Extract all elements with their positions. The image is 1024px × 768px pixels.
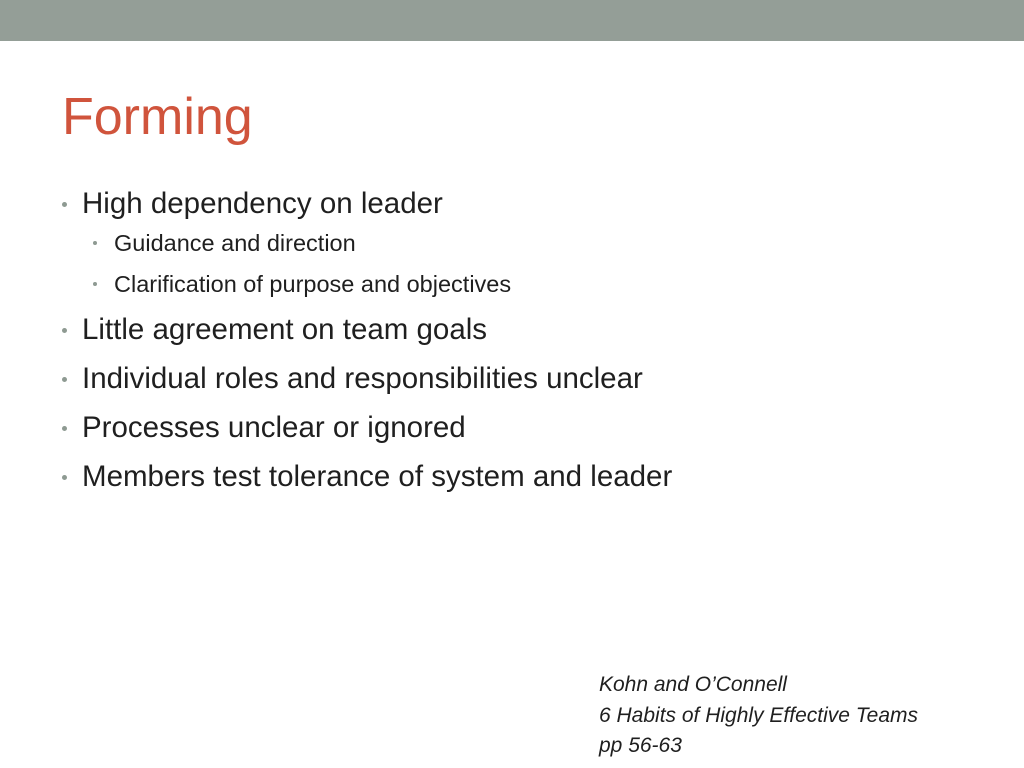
top-accent-bar	[0, 0, 1024, 41]
bullet-item	[60, 359, 960, 399]
bullet-item	[60, 408, 960, 448]
bullet-list	[60, 184, 960, 506]
bullet-text: Members test tolerance of system and leader	[82, 460, 673, 493]
bullet-text: High dependency on leader	[82, 187, 443, 220]
sub-bullet-item: Guidance and direction	[92, 226, 960, 260]
citation-authors: Kohn and O’Connell	[599, 673, 787, 696]
citation-book-title: 6 Habits of Highly Effective Teams	[599, 703, 919, 727]
citation	[599, 670, 1009, 762]
sub-bullet-list	[82, 226, 960, 301]
bullet-text: Individual roles and responsibilities unclear	[82, 362, 643, 395]
bullet-item	[60, 184, 960, 301]
bullet-item	[60, 310, 960, 350]
citation-pages: pp 56-63	[599, 734, 682, 757]
bullet-text: Little agreement on team goals	[82, 313, 488, 346]
slide-title: Forming	[62, 88, 253, 146]
bullet-text: Processes unclear or ignored	[82, 411, 466, 444]
bullet-item	[60, 457, 960, 497]
sub-bullet-item: Clarification of purpose and objectives	[92, 267, 960, 301]
